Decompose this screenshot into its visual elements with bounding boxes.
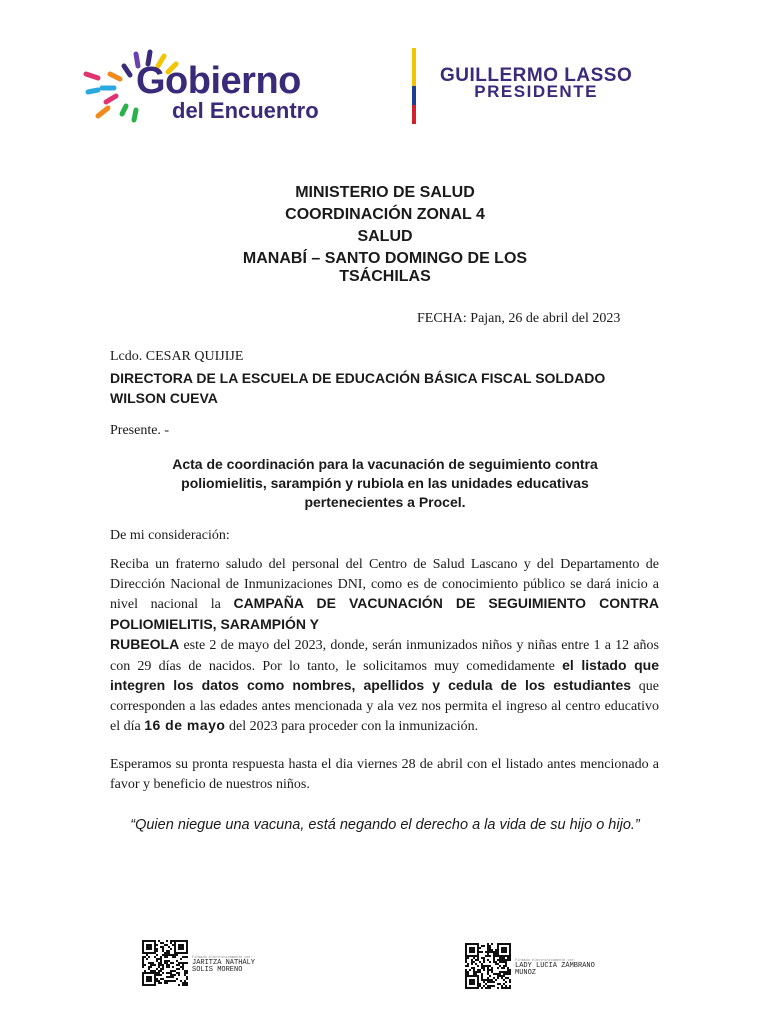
logo-sub-text: del Encuentro — [172, 98, 319, 123]
logo-wordmark — [136, 62, 319, 122]
p1-text-2: este 2 de mayo del 2023, donde, serán inmunizados niños y niñas entre 1 a 12 años con 29 días de nacidos. Por lo tanto, le solicitamos muy comedidamente — [110, 638, 659, 674]
president-name: GUILLERMO LASSO — [440, 65, 633, 86]
qr-code-icon — [142, 940, 188, 986]
heading-line-4: MANABÍ – SANTO DOMINGO DE LOS — [242, 250, 528, 267]
recipient-name: Lcdo. CESAR QUIJIJE — [110, 349, 244, 364]
closing-quote: “Quien niegue una vacuna, está negando el derecho a la vida de su hijo o hijo.” — [130, 817, 640, 833]
p1-campaign-bold: CAMPAÑA DE VACUNACIÓN DE SEGUIMIENTO CONTRA POLIOMIELITIS, SARAMPIÓN Y — [110, 595, 659, 632]
header-logo — [80, 44, 700, 124]
p1-text-3: que corresponden a las edades antes mencionada y ala vez nos permita el ingreso al centro educativo el día — [110, 679, 659, 734]
signature-caption: Firmado electrónicamente por: — [192, 956, 253, 960]
p1-list-bold: el listado que integren los datos como nombres, apellidos y cedula de los estudiantes — [110, 656, 659, 693]
p1-text-4: del 2023 para proceder con la inmunización. — [225, 719, 479, 734]
presente-line: Presente. - — [110, 423, 170, 438]
body-paragraph-2: Esperamos su pronta respuesta hasta el dia viernes 28 de abril con el listado antes mencionado a favor y beneficio de nuestros niños. — [110, 757, 659, 792]
heading-line-5: TSÁCHILAS — [339, 268, 431, 285]
president-title: PRESIDENTE — [474, 82, 598, 101]
flag-divider — [412, 48, 416, 124]
heading-line-2: COORDINACIÓN ZONAL 4 — [285, 206, 485, 223]
qr-code-icon — [465, 943, 511, 989]
signature-block-2 — [465, 943, 685, 993]
signature-name: LADY LUCIA ZAMBRANO MUNOZ — [515, 962, 595, 977]
p1-text-1: Reciba un fraterno saludo del personal del Centro de Salud Lascano y del Departamento de Dirección Nacional de Inmunizaciones DNI, como es de conocimiento público se dará inicio a nivel nacional la — [110, 557, 659, 612]
heading-line-1: MINISTERIO DE SALUD — [295, 184, 475, 201]
greeting: De mi consideración: — [110, 528, 230, 543]
signature-caption: Firmado electrónicamente por: — [515, 959, 576, 963]
document-heading — [220, 182, 550, 288]
body-paragraph-1 — [110, 555, 659, 737]
signature-name: JARITZA NATHALY SOLIS MORENO — [192, 959, 256, 974]
signature-block-1 — [142, 940, 362, 990]
recipient-title: DIRECTORA DE LA ESCUELA DE EDUCACIÓN BÁSICA FISCAL SOLDADO WILSON CUEVA — [110, 370, 606, 406]
logo-main-text: Gobierno — [136, 60, 301, 102]
p1-rubeola-bold: RUBEOLA — [110, 636, 180, 652]
p1-date-bold: 16 de mayo — [144, 717, 226, 733]
date-line: FECHA: Pajan, 26 de abril del 2023 — [417, 311, 621, 326]
acta-title: Acta de coordinación para la vacunación de seguimiento contra poliomielitis, sarampión y rubiola en las unidades educativas pertenecientes a Procel. — [172, 456, 598, 510]
president-block — [440, 65, 633, 101]
heading-line-3: SALUD — [357, 228, 413, 245]
